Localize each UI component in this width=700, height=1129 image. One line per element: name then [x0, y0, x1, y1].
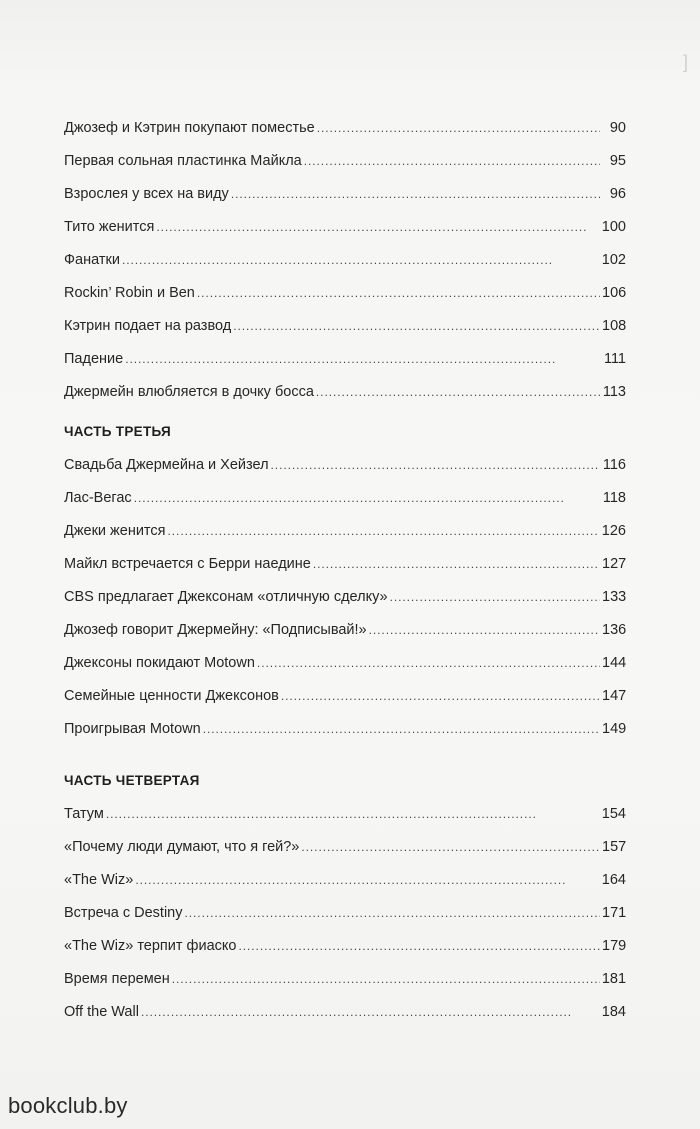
toc-entry-title: «The Wiz»: [64, 872, 134, 888]
toc-entry-page: 90: [609, 120, 626, 136]
toc-entry-page: 106: [602, 285, 627, 301]
toc-entry-page: 118: [602, 490, 626, 506]
toc-entry-page: 116: [602, 457, 626, 473]
toc-entry-title: Джермейн влюбляется в дочку босса: [64, 384, 314, 400]
toc-entry-title: Джозеф говорит Джермейну: «Подписывай!»: [64, 622, 367, 638]
toc-entry-title: «The Wiz» терпит фиаско: [64, 938, 237, 954]
toc-leader-dots: [141, 996, 600, 1029]
toc-entry: [64, 798, 626, 831]
toc-leader-dots: [134, 482, 600, 515]
toc-entry-title: Проигрывая Motown: [64, 721, 201, 737]
toc-leader-dots: [238, 930, 600, 963]
toc-entry-page: 154: [601, 806, 626, 822]
toc-entry: [64, 614, 626, 647]
toc-entry: [64, 211, 626, 244]
toc-entry-page: 113: [602, 384, 626, 400]
toc-entry-page: 171: [602, 905, 627, 921]
toc-entry-title: Татум: [64, 806, 104, 822]
toc-leader-dots: [172, 963, 600, 996]
page-corner-mark: ]: [682, 52, 688, 72]
toc-entry: [64, 376, 626, 409]
toc-entry: [64, 515, 626, 548]
toc-section-part-four: [64, 764, 626, 1029]
toc-entry: [64, 244, 626, 277]
toc-entry: [64, 449, 626, 482]
toc-leader-dots: [231, 178, 600, 211]
toc-leader-dots: [203, 713, 600, 746]
toc-leader-dots: [369, 614, 600, 647]
toc-entry-page: 179: [602, 938, 627, 954]
toc-entry: [64, 864, 626, 897]
toc-entry: [64, 897, 626, 930]
table-of-contents: [64, 112, 626, 1029]
toc-leader-dots: [185, 897, 601, 930]
toc-entry-page: 126: [601, 523, 626, 539]
toc-entry: [64, 713, 626, 746]
toc-section-heading: ЧАСТЬ ТРЕТЬЯ: [64, 424, 172, 439]
toc-entry-title: Джексоны покидают Motown: [64, 655, 255, 671]
toc-leader-dots: [257, 647, 600, 680]
toc-entry-title: Свадьба Джермейна и Хейзел: [64, 457, 269, 473]
toc-entry-page: 102: [601, 252, 626, 268]
toc-leader-dots: [168, 515, 600, 548]
toc-entry-page: 184: [601, 1004, 626, 1020]
toc-leader-dots: [106, 798, 600, 831]
toc-entry-title: CBS предлагает Джексонам «отличную сделку»: [64, 589, 388, 605]
toc-entry-title: Фанатки: [64, 252, 120, 268]
toc-entry-page: 147: [602, 688, 627, 704]
toc-leader-dots: [156, 211, 599, 244]
toc-leader-dots: [271, 449, 600, 482]
toc-entry-title: Лас-Вегас: [64, 490, 132, 506]
toc-entry-title: Джозеф и Кэтрин покупают поместье: [64, 120, 315, 136]
toc-entry-page: 108: [602, 318, 627, 334]
toc-entry-page: 133: [602, 589, 627, 605]
toc-entry-page: 144: [602, 655, 627, 671]
toc-entry-title: Тито женится: [64, 219, 155, 235]
toc-section-heading: ЧАСТЬ ЧЕТВЕРТАЯ: [64, 773, 200, 788]
toc-entry: [64, 178, 626, 211]
toc-leader-dots: [233, 310, 600, 343]
site-watermark: bookclub.by: [8, 1093, 128, 1118]
toc-entry-title: «Почему люди думают, что я гей?»: [64, 839, 300, 855]
toc-entry-title: Джеки женится: [64, 523, 166, 539]
toc-entry-title: Время перемен: [64, 971, 170, 987]
toc-entry-title: Off the Wall: [64, 1004, 139, 1020]
toc-entry-page: 149: [602, 721, 627, 737]
toc-entry-title: Rockin’ Robin и Ben: [64, 285, 195, 301]
toc-leader-dots: [316, 376, 600, 409]
toc-entry-title: Майкл встречается с Берри наедине: [64, 556, 311, 572]
toc-entry-page: 181: [601, 971, 627, 987]
toc-entry-title: Семейные ценности Джексонов: [64, 688, 279, 704]
toc-entry-page: 127: [602, 556, 627, 572]
toc-entry-page: 95: [609, 153, 626, 169]
toc-entry: [64, 145, 626, 178]
toc-entry-page: 100: [601, 219, 626, 235]
toc-leader-dots: [197, 277, 600, 310]
toc-entry-title: Кэтрин подает на развод: [64, 318, 232, 334]
toc-leader-dots: [135, 864, 599, 897]
toc-entry: [64, 996, 626, 1029]
toc-entry: [64, 310, 626, 343]
toc-leader-dots: [313, 548, 600, 581]
toc-entry: [64, 930, 626, 963]
toc-entry: [64, 548, 626, 581]
toc-entry: [64, 277, 626, 310]
toc-leader-dots: [390, 581, 600, 614]
toc-entry: [64, 343, 626, 376]
toc-entry-page: 157: [602, 839, 627, 855]
toc-leader-dots: [301, 831, 600, 864]
toc-entry: [64, 112, 626, 145]
toc-entry-page: 164: [601, 872, 626, 888]
toc-entry: [64, 647, 626, 680]
toc-entry-title: Встреча с Destiny: [64, 905, 183, 921]
toc-entry: [64, 831, 626, 864]
toc-entry-title: Первая сольная пластинка Майкла: [64, 153, 302, 169]
toc-entry: [64, 680, 626, 713]
toc-leader-dots: [125, 343, 600, 376]
toc-leader-dots: [317, 112, 600, 145]
toc-entry-title: Взрослея у всех на виду: [64, 186, 229, 202]
toc-leader-dots: [281, 680, 600, 713]
toc-entry: [64, 581, 626, 614]
toc-entry-page: 111: [603, 351, 626, 367]
toc-entry: [64, 482, 626, 515]
toc-entry-page: 136: [602, 622, 627, 638]
toc-entry: [64, 963, 626, 996]
toc-entry-page: 96: [609, 186, 626, 202]
toc-section-continued: [64, 112, 626, 409]
toc-section-part-three: [64, 415, 626, 746]
toc-leader-dots: [122, 244, 600, 277]
toc-entry-title: Падение: [64, 351, 124, 367]
toc-leader-dots: [304, 145, 600, 178]
